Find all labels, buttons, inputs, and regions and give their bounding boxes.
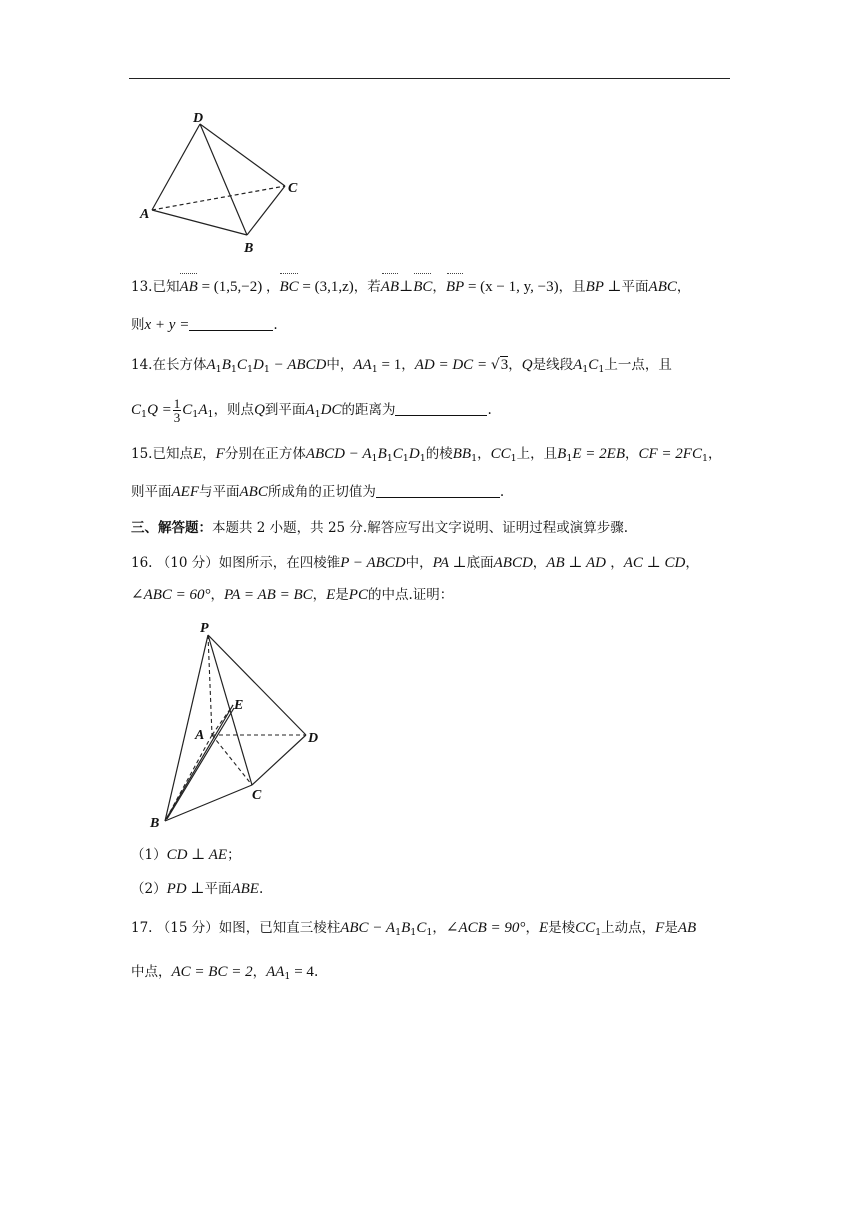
- answer-blank-13[interactable]: [189, 316, 273, 331]
- edge-ac-hidden: [212, 735, 252, 785]
- vertex-label-d: D: [308, 731, 319, 746]
- edge-be-double: [167, 708, 234, 819]
- q15-line1: 15.已知点E，F分别在正方体ABCD − $A_1B_1C_1D_1$的棱$BB_1$，$CC_1$上，且$B_1E = 2EB$，CF = $2FC_1$，: [131, 446, 722, 464]
- edge-ac-hidden: [152, 186, 285, 210]
- tetrahedron-svg: [130, 110, 310, 255]
- q15-line2: 则平面AEF与平面ABC所成角的正切值为 .: [131, 484, 505, 500]
- q16-line2: ∠ABC = 60°，PA = AB = BC，E是PC的中点.证明：: [131, 587, 454, 603]
- vertex-label-d: D: [193, 111, 204, 126]
- vertex-label-b: B: [150, 816, 160, 831]
- section-3-desc: 本题共 2 小题，共 25 分.解答应写出文字说明、证明过程或演算步骤.: [212, 520, 629, 536]
- answer-blank-15[interactable]: [376, 483, 500, 498]
- vertex-label-e: E: [234, 698, 244, 713]
- edge-bc: [247, 186, 285, 235]
- edge-ae-hidden: [212, 705, 233, 735]
- q16-sub2: （2）PD ⊥平面ABE.: [131, 881, 264, 897]
- answer-blank-14[interactable]: [395, 401, 487, 416]
- q13-line1: 13.已知AB = (1,5,−2) ，BC = (3,1,z)，若AB⊥BC，BP = (x − 1, y, −3)，且BP ⊥平面ABC，: [131, 279, 691, 295]
- edge-da: [152, 124, 200, 210]
- pyramid-svg: [140, 615, 340, 835]
- vertex-label-a: A: [195, 728, 205, 743]
- edge-be: [165, 705, 233, 821]
- edge-cd: [252, 735, 306, 785]
- q13-line2: 则x + y = .: [131, 317, 278, 333]
- q17-line1: 17. （15 分）如图，已知直三棱柱ABC − $A_1B_1C_1$，∠ACB = 90°，E是棱$CC_1$上动点，F是AB: [131, 920, 697, 938]
- vertex-label-p: P: [200, 621, 209, 636]
- vector-bc: BC: [279, 279, 299, 295]
- edge-pa-hidden: [208, 635, 212, 735]
- section-3-title: 三、解答题：: [131, 520, 212, 536]
- vector-ab: AB: [179, 279, 198, 295]
- tetrahedron-figure: [130, 110, 310, 255]
- fraction-one-third: $\frac{1}{3}$: [173, 396, 181, 425]
- q16-sub1: （1）CD ⊥ AE；: [131, 847, 241, 863]
- vertex-label-c: C: [288, 181, 298, 196]
- q16-line1: 16. （10 分）如图所示，在四棱锥P − ABCD中，PA ⊥底面ABCD，AB ⊥ AD ，AC ⊥ CD，: [131, 555, 699, 571]
- vector-bp: BP: [445, 279, 465, 295]
- edge-ab: [152, 210, 247, 235]
- vertex-label-b: B: [244, 241, 254, 256]
- edge-bc: [165, 785, 252, 821]
- vertex-label-c: C: [252, 788, 262, 803]
- q14-line2: $C_1Q$ = $\frac{1}{3}$ $C_1A_1$，则点Q到平面$A_1DC$的距离为 .: [131, 396, 492, 425]
- header-rule: [129, 78, 730, 79]
- q17-line2: 中点，AC = BC = 2，$AA_1 = 4$.: [131, 964, 319, 982]
- vertex-label-a: A: [140, 207, 150, 222]
- section-3-heading: [131, 518, 628, 538]
- pyramid-figure: [140, 615, 340, 835]
- q14-line1: 14.在长方体$A_1B_1C_1D_1$ − ABCD中，$AA_1 = 1$，AD = DC = √3，Q是线段$A_1C_1$上一点，且: [131, 357, 672, 375]
